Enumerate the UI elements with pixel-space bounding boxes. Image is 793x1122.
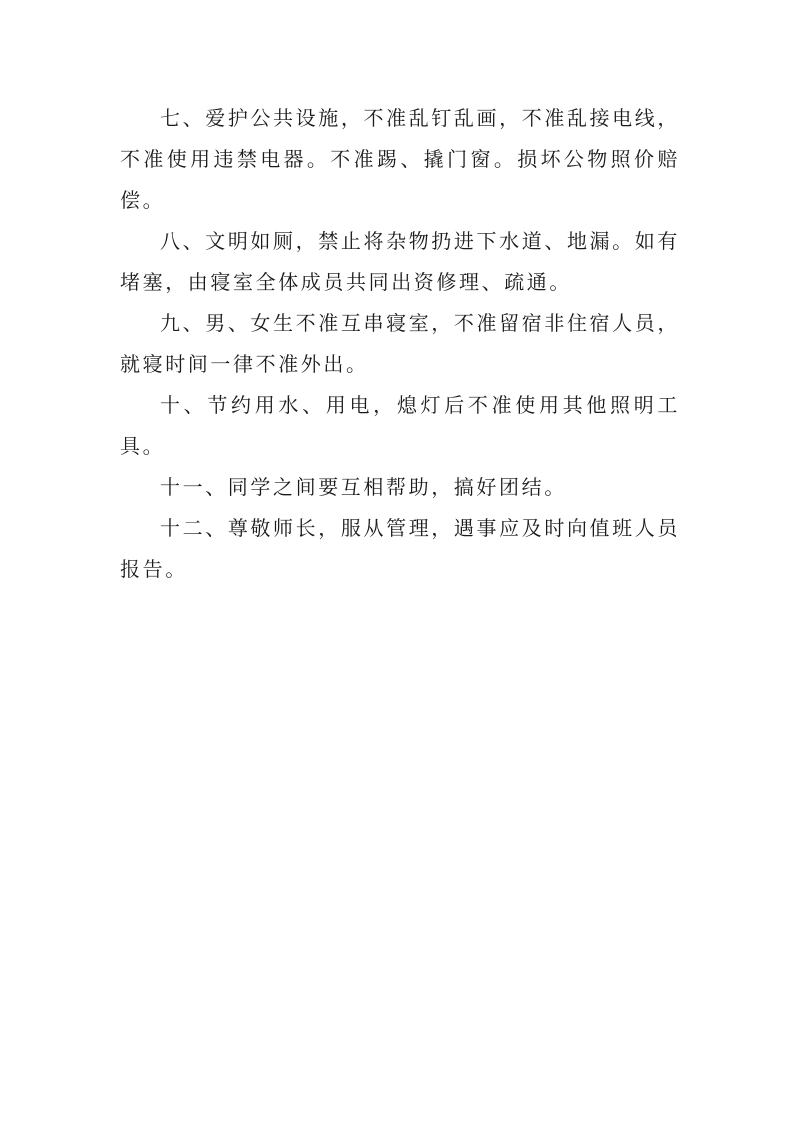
rule-paragraph-7: 七、爱护公共设施，不准乱钉乱画，不准乱接电线，不准使用违禁电器。不准踢、撬门窗。损坏公物照价赔偿。 <box>120 106 680 212</box>
rule-paragraph-9: 九、男、女生不准互串寝室，不准留宿非住宿人员，就寝时间一律不准外出。 <box>120 311 680 376</box>
document-body <box>120 98 680 590</box>
rule-paragraph-12: 十二、尊敬师长，服从管理，遇事应及时向值班人员报告。 <box>120 516 680 581</box>
rule-paragraph-8: 八、文明如厕，禁止将杂物扔进下水道、地漏。如有堵塞，由寝室全体成员共同出资修理、疏通。 <box>120 229 680 294</box>
rule-paragraph-10: 十、节约用水、用电，熄灯后不准使用其他照明工具。 <box>120 393 680 458</box>
rule-paragraph-11: 十一、同学之间要互相帮助，搞好团结。 <box>160 475 567 499</box>
